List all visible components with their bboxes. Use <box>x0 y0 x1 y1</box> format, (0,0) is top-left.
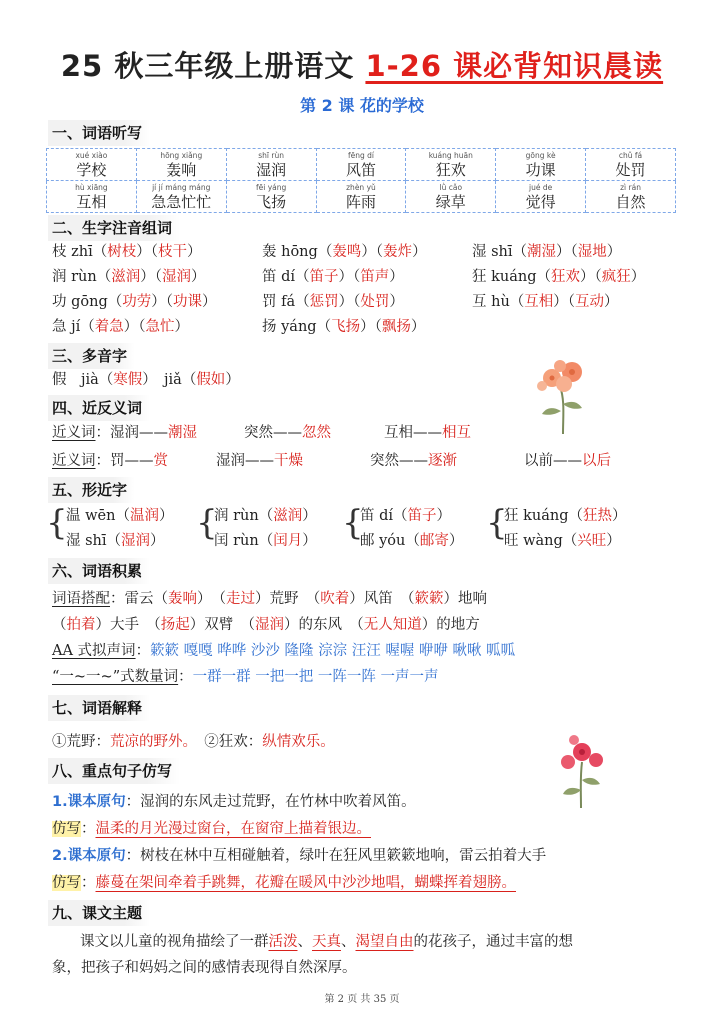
char-entry: 轰 hōng（轰鸣）（轰炸） <box>262 244 427 260</box>
title-prefix: 25 秋三年级上册语文 <box>60 49 366 83</box>
section-heading-dictation: 一、词语听写 <box>48 120 150 146</box>
vocab-word: 学校 <box>76 161 107 179</box>
vocab-cell <box>496 149 586 181</box>
vocab-pinyin: gōng kè <box>525 151 556 160</box>
antonym-line: 近义词：罚——赏 湿润——干燥 突然——逐渐 以前——以后 <box>52 453 611 469</box>
flower-illustration-icon <box>530 356 596 436</box>
section-heading-characters: 二、生字注音组词 <box>48 215 180 241</box>
explanation-line: ①荒野：荒凉的野外。 ②狂欢：纵情欢乐。 <box>52 734 335 750</box>
section-heading-accumulation: 六、词语积累 <box>48 558 150 584</box>
char-entry: 狂 kuáng（狂欢）（疯狂） <box>472 269 646 285</box>
vocab-word: 阵雨 <box>345 193 376 211</box>
vocab-pinyin: xué xiào <box>75 151 108 160</box>
vocab-pinyin: fēng dí <box>347 151 374 160</box>
polyphone-line: 假 jià（寒假） jiǎ（假如） <box>52 372 240 388</box>
vocab-pinyin: jí jí máng máng <box>152 183 211 192</box>
vocab-row <box>47 181 676 213</box>
vocab-word: 飞扬 <box>256 193 287 211</box>
vocab-cell <box>496 181 586 213</box>
vocab-word: 绿草 <box>435 193 466 211</box>
onomatopoeia-line: AA 式拟声词：簌簌 嘎嘎 哗哗 沙沙 隆隆 淙淙 汪汪 喔喔 咿咿 啾啾 呱呱 <box>52 643 516 659</box>
theme-paragraph-line-1: 课文以儿童的视角描绘了一群活泼、天真、渴望自由的花孩子，通过丰富的想 <box>80 934 573 950</box>
vocab-pinyin: kuáng huān <box>428 151 473 160</box>
section-heading-theme: 九、课文主题 <box>48 900 150 926</box>
vocab-cell <box>316 149 406 181</box>
page-title <box>0 46 724 86</box>
vocab-cell <box>47 149 137 181</box>
char-entry: 湿 shī（潮湿）（湿地） <box>472 244 622 260</box>
char-entry: 互 hù（互相）（互动） <box>472 294 619 310</box>
theme-paragraph-line-2: 象，把孩子和妈妈之间的感情表现得自然深厚。 <box>52 960 357 976</box>
vocab-cell <box>586 181 676 213</box>
vocab-word: 功课 <box>525 161 556 179</box>
vocab-row <box>47 149 676 181</box>
title-highlight: 1-26 课必背知识晨读 <box>365 49 664 83</box>
vocab-pinyin: shī rùn <box>258 151 284 160</box>
brace-icon: { <box>342 503 364 543</box>
vocab-pinyin: hōng xiǎng <box>160 151 203 160</box>
vocab-word: 处罚 <box>615 161 646 179</box>
imitation-sentence-2: 仿写：藤蔓在架间牵着手跳舞，花瓣在暖风中沙沙地唱，蝴蝶挥着翅膀。 <box>52 875 516 891</box>
vocab-cell <box>136 149 226 181</box>
char-entry: 枝 zhī（树枝）（枝干） <box>52 244 202 260</box>
section-heading-synonyms: 四、近反义词 <box>48 395 150 421</box>
antonym-label: 近义词 <box>52 453 96 469</box>
original-sentence-1: 1.课本原句：湿润的东风走过荒野，在竹林中吹着风笛。 <box>52 794 416 810</box>
vocab-pinyin: zhèn yǔ <box>346 183 376 192</box>
vocab-word: 风笛 <box>345 161 376 179</box>
section-heading-sentences: 八、重点句子仿写 <box>48 758 180 784</box>
vocab-word: 狂欢 <box>435 161 466 179</box>
vocab-pinyin: chǔ fá <box>618 151 643 160</box>
original-sentence-2: 2.课本原句：树枝在林中互相碰触着，绿叶在狂风里簌簌地响，雷云拍着大手 <box>52 848 547 864</box>
vocab-cell <box>316 181 406 213</box>
lesson-subtitle: 第 2 课 花的学校 <box>300 96 424 115</box>
vocab-pinyin: jué de <box>529 183 553 192</box>
section-heading-explanation: 七、词语解释 <box>48 695 150 721</box>
brace-icon: { <box>196 503 218 543</box>
page-footer: 第 2 页 共 35 页 <box>324 994 400 1005</box>
vocab-word: 湿润 <box>256 161 287 179</box>
char-entry: 急 jí（着急）（急忙） <box>52 319 189 335</box>
char-entry: 润 rùn（滋润）（湿润） <box>52 269 206 285</box>
imitation-sentence-1: 仿写：温柔的月光漫过窗台，在窗帘上描着银边。 <box>52 821 371 837</box>
vocab-cell <box>136 181 226 213</box>
brace-icon: { <box>486 503 508 543</box>
vocab-word: 急急忙忙 <box>151 193 212 211</box>
vocab-pinyin: zì rán <box>620 183 641 192</box>
section-heading-similar-chars: 五、形近字 <box>48 477 135 503</box>
vocab-cell <box>47 181 137 213</box>
vocab-cell <box>586 149 676 181</box>
char-entry: 扬 yáng（飞扬）（飘扬） <box>262 319 426 335</box>
char-entry: 功 gōng（功劳）（功课） <box>52 294 217 310</box>
vocab-table <box>46 148 676 213</box>
vocab-cell <box>406 149 496 181</box>
brace-icon: { <box>46 503 68 543</box>
vocab-cell <box>226 149 316 181</box>
collocation-line-1: 词语搭配：雷云（轰响） （走过）荒野 （吹着）风笛 （簌簌）地响 <box>52 591 487 607</box>
char-entry: 罚 fá（惩罚）（处罚） <box>262 294 404 310</box>
vocab-pinyin: hù xiāng <box>75 183 108 192</box>
vocab-word: 互相 <box>76 193 107 211</box>
quantifier-line: “一~一~”式数量词：一群一群 一把一把 一阵一阵 一声一声 <box>52 669 439 685</box>
synonym-label: 近义词 <box>52 425 96 441</box>
section-heading-polyphone: 三、多音字 <box>48 343 135 369</box>
vocab-cell <box>406 181 496 213</box>
vocab-pinyin: fēi yáng <box>255 183 287 192</box>
vocab-word: 自然 <box>615 193 646 211</box>
vocab-word: 觉得 <box>525 193 556 211</box>
flower-illustration-icon <box>556 730 610 810</box>
vocab-word: 轰响 <box>166 161 197 179</box>
collocation-line-2: （拍着）大手 （扬起）双臂 （湿润）的东风 （无人知道）的地方 <box>52 617 480 633</box>
char-entry: 笛 dí（笛子）（笛声） <box>262 269 404 285</box>
vocab-cell <box>226 181 316 213</box>
synonym-line: 近义词：湿润——潮湿 突然——忽然 互相——相互 <box>52 425 471 441</box>
vocab-pinyin: lǜ cǎo <box>439 183 463 192</box>
